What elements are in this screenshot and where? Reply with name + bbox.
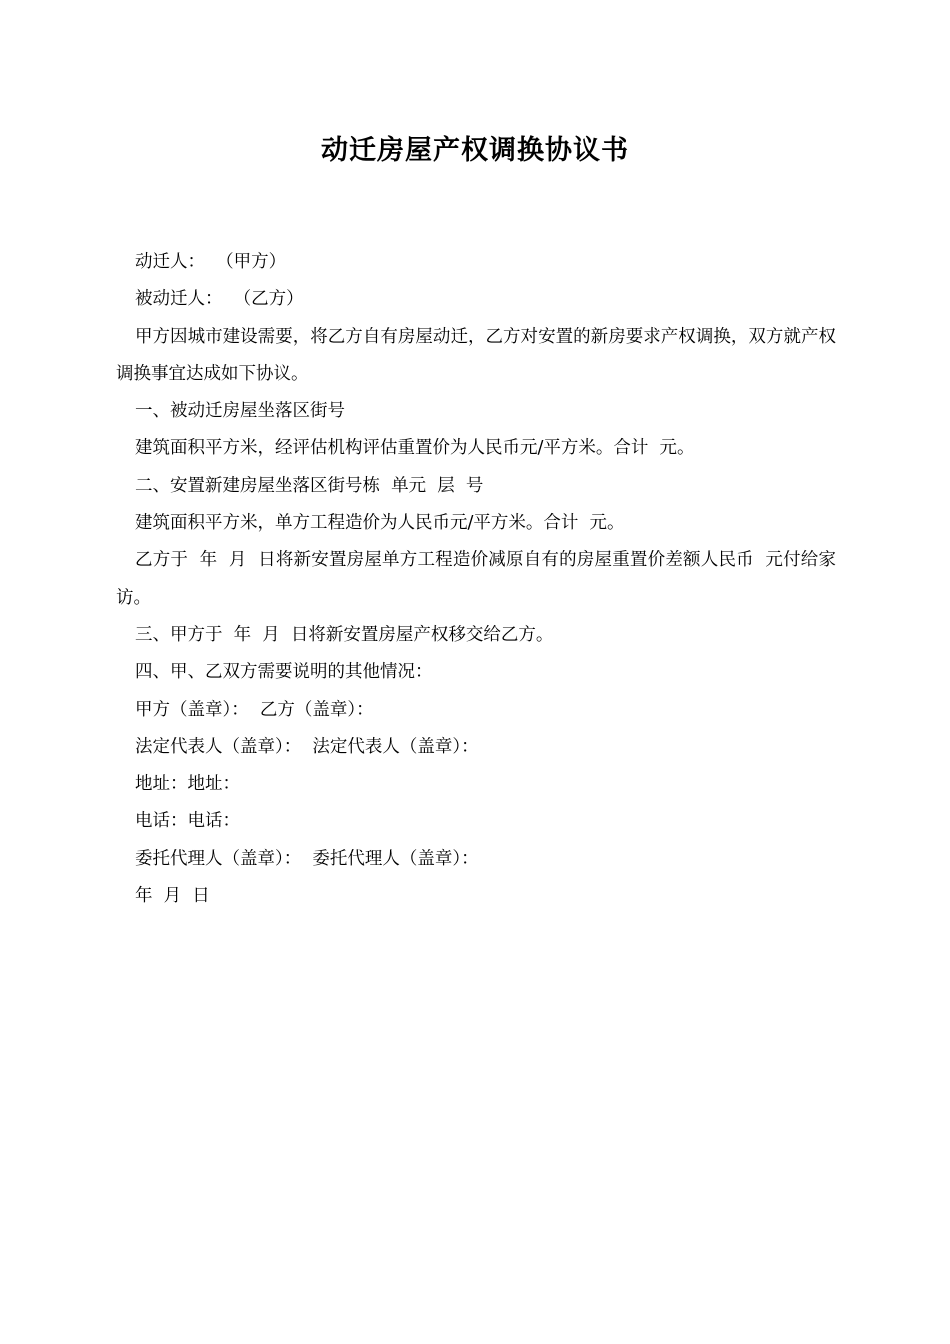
- payment-paragraph: 乙方于 年 月 日将新安置房屋单方工程造价减原自有的房屋重置价差额人民币 元付给家访。: [116, 550, 836, 608]
- party-b-line: 被动迁人： （乙方）: [135, 289, 304, 310]
- clause-2-heading: 二、安置新建房屋坐落区街号栋 单元 层 号: [135, 475, 484, 496]
- phone-line: 电话：电话：: [135, 811, 240, 832]
- address-line: 地址：地址：: [135, 774, 240, 795]
- document-body: [116, 244, 836, 915]
- legal-representative-line: 法定代表人（盖章）： 法定代表人（盖章）：: [135, 736, 479, 757]
- clause-4: 四、甲、乙双方需要说明的其他情况：: [135, 662, 433, 683]
- clause-1-detail: 建筑面积平方米，经评估机构评估重置价为人民币元/平方米。合计 元。: [135, 438, 695, 459]
- clause-2-detail: 建筑面积平方米，单方工程造价为人民币元/平方米。合计 元。: [135, 513, 625, 534]
- document-title: 动迁房屋产权调换协议书: [321, 135, 629, 166]
- party-a-line: 动迁人： （甲方）: [135, 252, 287, 272]
- seal-line: 甲方（盖章）： 乙方（盖章）：: [135, 699, 374, 720]
- clause-3: 三、甲方于 年 月 日将新安置房屋产权移交给乙方。: [135, 624, 554, 645]
- clause-1-heading: 一、被动迁房屋坐落区街号: [135, 401, 345, 422]
- preamble-paragraph: 甲方因城市建设需要，将乙方自有房屋动迁，乙方对安置的新房要求产权调换，双方就产权调换事宜达成如下协议。: [116, 326, 836, 384]
- agent-line: 委托代理人（盖章）： 委托代理人（盖章）：: [135, 848, 479, 869]
- date-line: 年 月 日: [135, 886, 210, 907]
